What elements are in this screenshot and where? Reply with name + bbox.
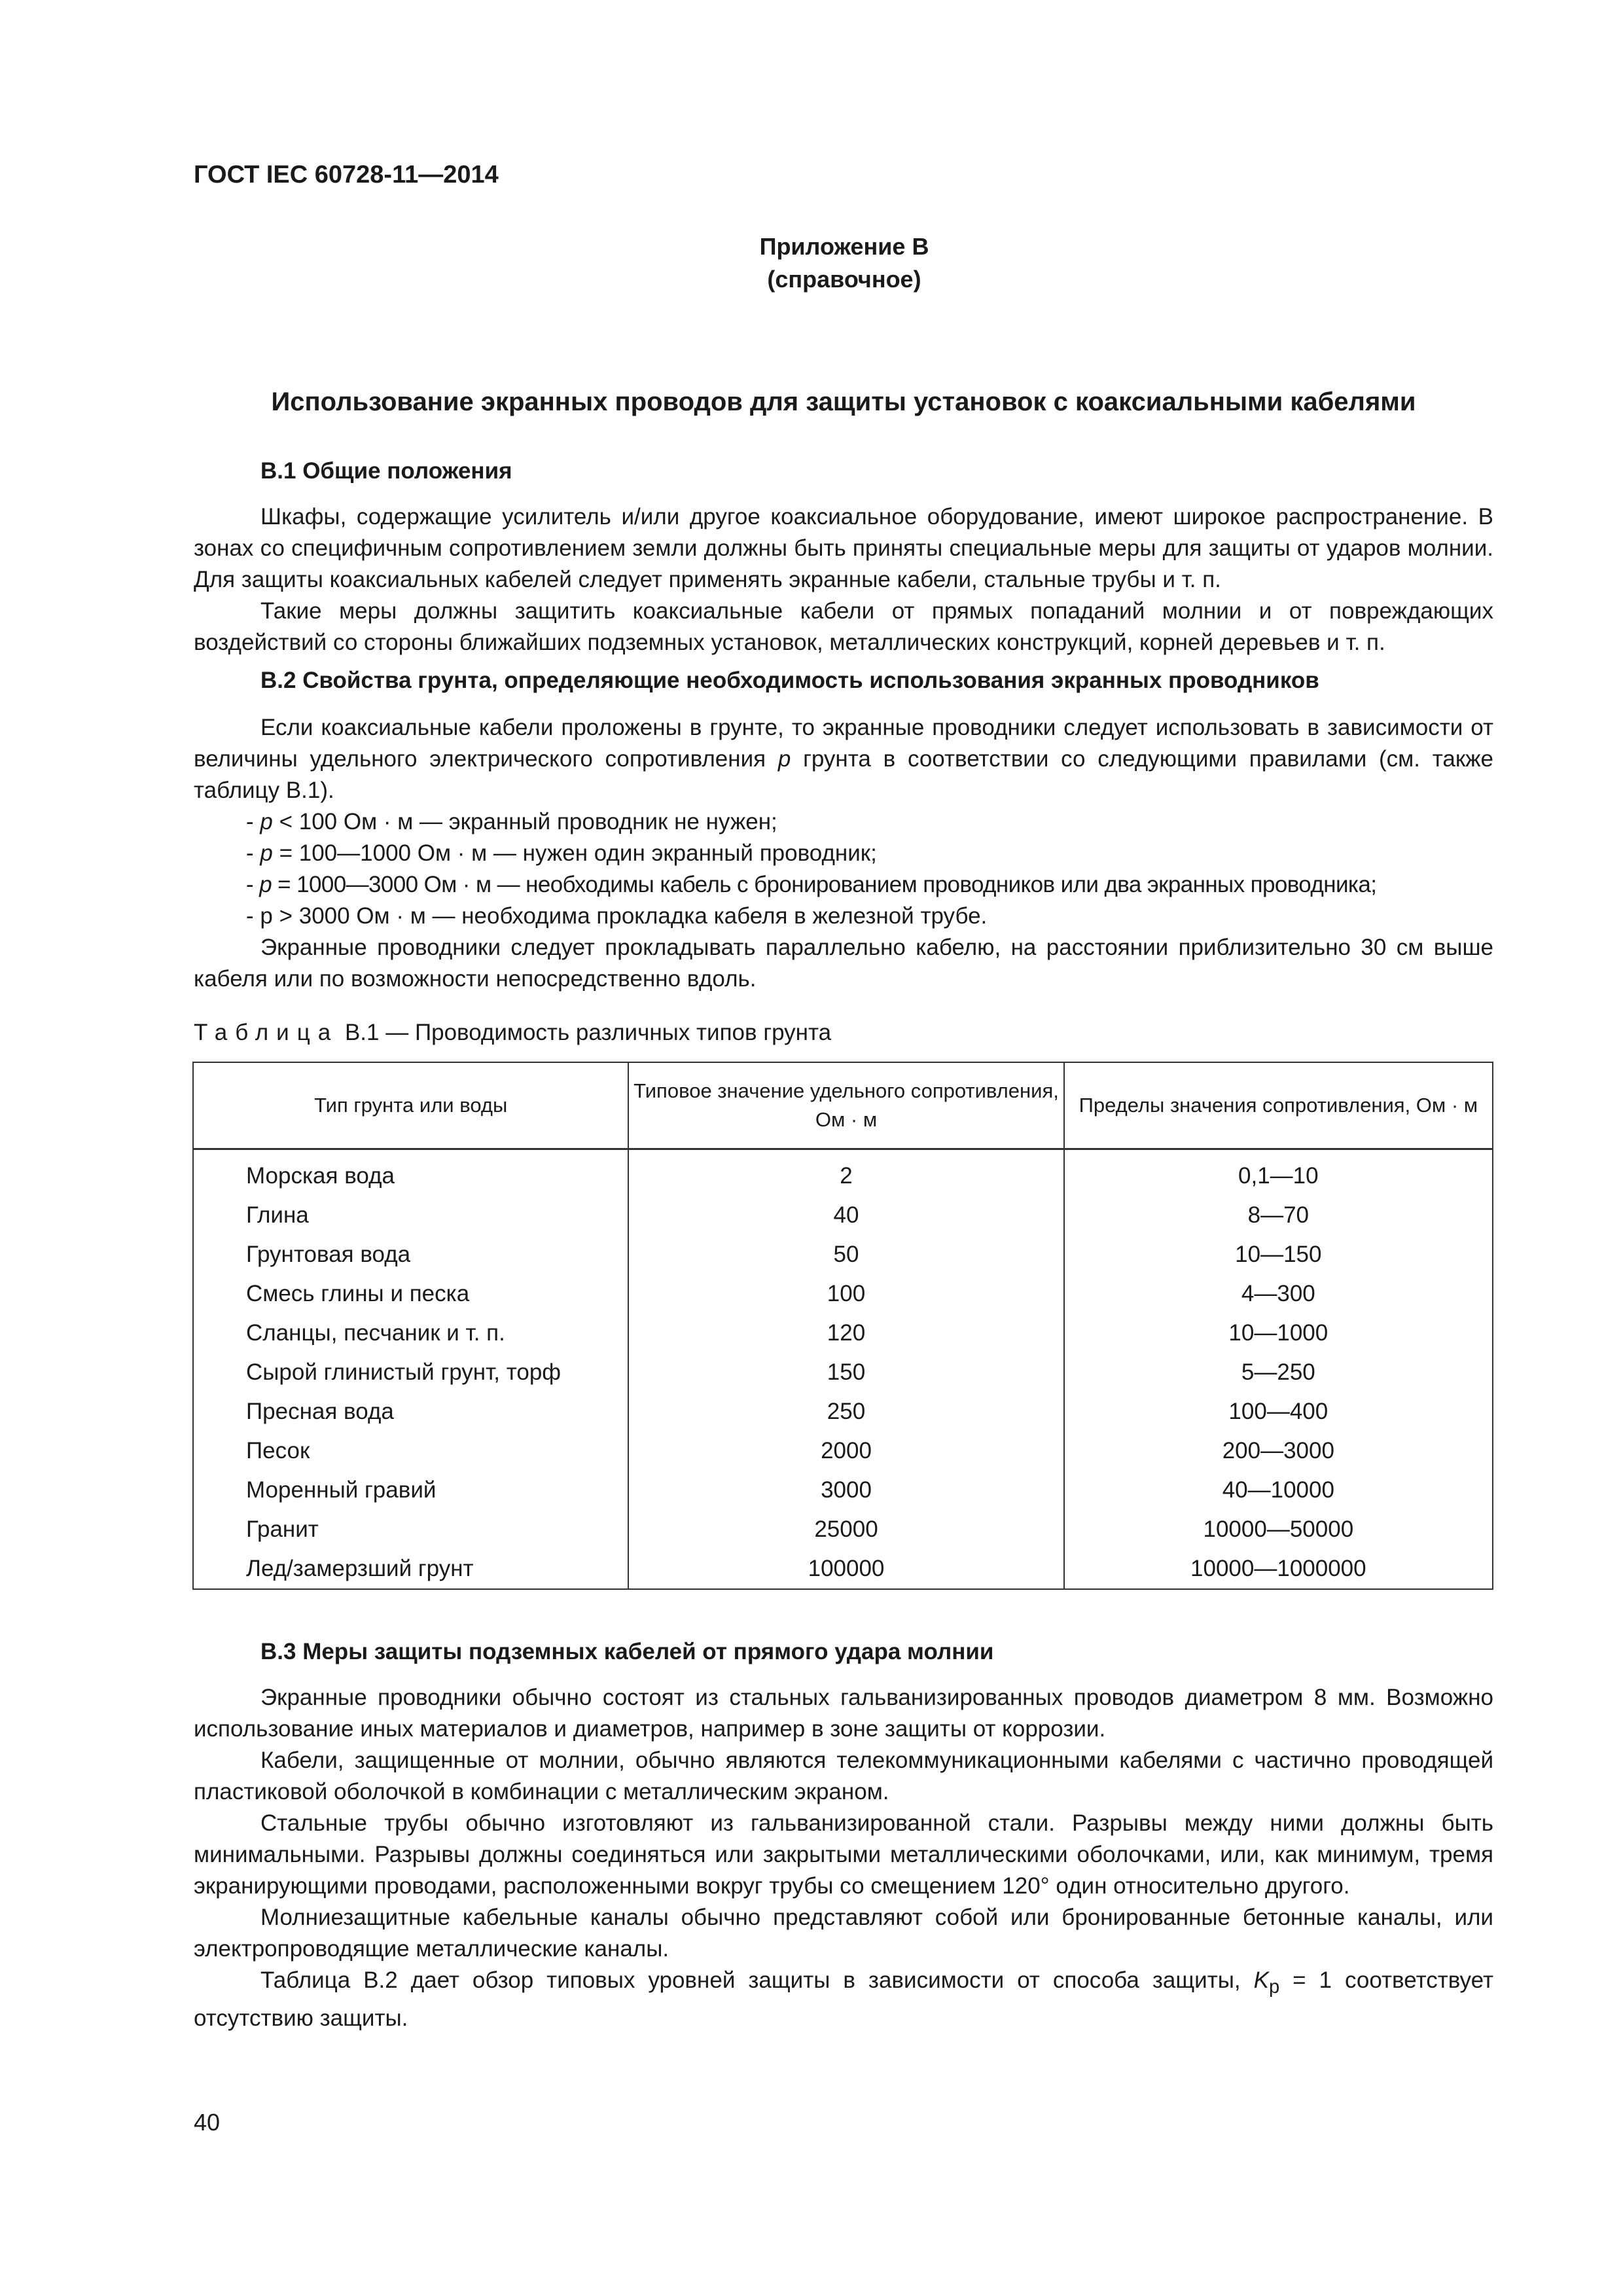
range-cell: 5—250 — [1064, 1353, 1493, 1392]
soil-type-cell: Морская вода — [193, 1149, 628, 1196]
section-b1-title: В.1 Общие положения — [260, 458, 512, 484]
range-cell: 8—70 — [1064, 1196, 1493, 1235]
soil-type-cell: Песок — [193, 1431, 628, 1471]
typical-value-cell: 2000 — [628, 1431, 1063, 1471]
annex-main-title: Использование экранных проводов для защиты установок с коаксиальными кабелями — [271, 387, 1416, 416]
section-b3-paragraph-5: Таблица В.2 дает обзор типовых уровней защиты в зависимости от способа защиты, $K_p = 1$ соответствует отсутствию защиты. — [194, 1967, 1493, 2031]
range-cell: 200—3000 — [1064, 1431, 1493, 1471]
soil-type-cell: Сырой глинистый грунт, торф — [193, 1353, 628, 1392]
column-header-range: Пределы значения сопротивления, Ом · м — [1064, 1062, 1493, 1149]
table-row — [193, 1392, 1493, 1431]
soil-type-cell: Смесь глины и песка — [193, 1274, 628, 1314]
soil-resistivity-table — [192, 1062, 1493, 1590]
annex-title: Приложение В — [759, 233, 929, 260]
resistivity-rule-item: - p = 100—1000 Ом · м — нужен один экранный проводник; — [246, 840, 877, 866]
table-row — [193, 1471, 1493, 1510]
range-cell: 40—10000 — [1064, 1471, 1493, 1510]
soil-type-cell: Сланцы, песчаник и т. п. — [193, 1314, 628, 1353]
range-cell: 10000—1000000 — [1064, 1549, 1493, 1589]
table-row — [193, 1314, 1493, 1353]
soil-type-cell: Гранит — [193, 1510, 628, 1549]
table-row — [193, 1274, 1493, 1314]
range-cell: 10—1000 — [1064, 1314, 1493, 1353]
standard-designation: ГОСТ IEC 60728-11—2014 — [194, 161, 499, 188]
typical-value-cell: 250 — [628, 1392, 1063, 1431]
range-cell: 0,1—10 — [1064, 1149, 1493, 1196]
table-caption: Таблица В.1 — Проводимость различных типов грунта — [194, 1020, 832, 1045]
typical-value-cell: 40 — [628, 1196, 1063, 1235]
typical-value-cell: 2 — [628, 1149, 1063, 1196]
resistivity-rule-item: - p = 1000—3000 Ом · м — необходимы кабель с бронированием проводников или два экранных проводника; — [246, 872, 1377, 897]
annex-type: (справочное) — [767, 266, 921, 293]
range-cell: 100—400 — [1064, 1392, 1493, 1431]
table-row — [193, 1235, 1493, 1274]
range-cell: 10000—50000 — [1064, 1510, 1493, 1549]
range-cell: 4—300 — [1064, 1274, 1493, 1314]
column-header-typical-value: Типовое значение удельного сопротивления, Ом · м — [628, 1062, 1063, 1149]
section-b3-title: В.3 Меры защиты подземных кабелей от прямого удара молнии — [260, 1639, 994, 1664]
soil-type-cell: Лед/замерзший грунт — [193, 1549, 628, 1589]
resistivity-rule-item: - p > 3000 Ом · м — необходима прокладка кабеля в железной трубе. — [246, 903, 988, 929]
soil-type-cell: Моренный гравий — [193, 1471, 628, 1510]
annex-heading — [0, 230, 1623, 296]
soil-type-cell: Пресная вода — [193, 1392, 628, 1431]
section-b3-paragraph-1: Экранные проводники обычно состоят из стальных гальванизированных проводов диаметром 8 мм. Возможно использование иных материалов и диаметров, например в зоне защиты от коррозии. — [194, 1685, 1493, 1742]
range-cell: 10—150 — [1064, 1235, 1493, 1274]
table-header-row — [193, 1062, 1493, 1149]
typical-value-cell: 3000 — [628, 1471, 1063, 1510]
table-row — [193, 1149, 1493, 1196]
page-number: 40 — [194, 2109, 221, 2136]
soil-type-cell: Глина — [193, 1196, 628, 1235]
table-row — [193, 1353, 1493, 1392]
column-header-soil-type: Тип грунта или воды — [193, 1062, 628, 1149]
table-row — [193, 1196, 1493, 1235]
section-b2-paragraph-1: Если коаксиальные кабели проложены в грунте, то экранные проводники следует использовать в зависимости от величины удельного электрического сопротивления p грунта в соответствии со следующими правилами (см. также таблицу В.1). — [194, 715, 1494, 803]
soil-type-cell: Грунтовая вода — [193, 1235, 628, 1274]
section-b3-paragraph-4: Молниезащитные кабельные каналы обычно представляют собой или бронированные бетонные каналы, или электропроводящие металлические каналы. — [194, 1905, 1493, 1962]
table-row — [193, 1431, 1493, 1471]
typical-value-cell: 100 — [628, 1274, 1063, 1314]
typical-value-cell: 150 — [628, 1353, 1063, 1392]
table-row — [193, 1549, 1493, 1589]
typical-value-cell: 100000 — [628, 1549, 1063, 1589]
table-row — [193, 1510, 1493, 1549]
section-b1-paragraph-1: Шкафы, содержащие усилитель и/или другое коаксиальное оборудование, имеют широкое распространение. В зонах со специфичным сопротивлением земли должны быть приняты специальные меры для защиты от ударов молнии. Для защиты коаксиальных кабелей следует применять экранные кабели, стальные трубы и т. п. — [194, 504, 1493, 592]
section-b1-paragraph-2: Такие меры должны защитить коаксиальные кабели от прямых попаданий молнии и от повреждающих воздействий со стороны ближайших подземных установок, металлических конструкций, корней деревьев и т. п. — [194, 598, 1493, 655]
resistivity-rule-item: - p < 100 Ом · м — экранный проводник не нужен; — [246, 809, 777, 834]
section-b3-paragraph-3: Стальные трубы обычно изготовляют из гальванизированной стали. Разрывы между ними должны быть минимальными. Разрывы должны соединяться или закрытыми металлическими оболочками, или, как минимум, тремя экранирующими проводами, расположенными вокруг трубы со смещением 120° один относительно другого. — [194, 1810, 1493, 1899]
typical-value-cell: 120 — [628, 1314, 1063, 1353]
section-b2-title: В.2 Свойства грунта, определяющие необходимость использования экранных проводников — [260, 668, 1319, 693]
typical-value-cell: 25000 — [628, 1510, 1063, 1549]
section-b2-paragraph-2: Экранные проводники следует прокладывать параллельно кабелю, на расстоянии приблизительно 30 см выше кабеля или по возможности непосредственно вдоль. — [194, 935, 1493, 992]
section-b3-paragraph-2: Кабели, защищенные от молнии, обычно являются телекоммуникационными кабелями с частично проводящей пластиковой оболочкой в комбинации с металлическим экраном. — [194, 1748, 1493, 1804]
typical-value-cell: 50 — [628, 1235, 1063, 1274]
